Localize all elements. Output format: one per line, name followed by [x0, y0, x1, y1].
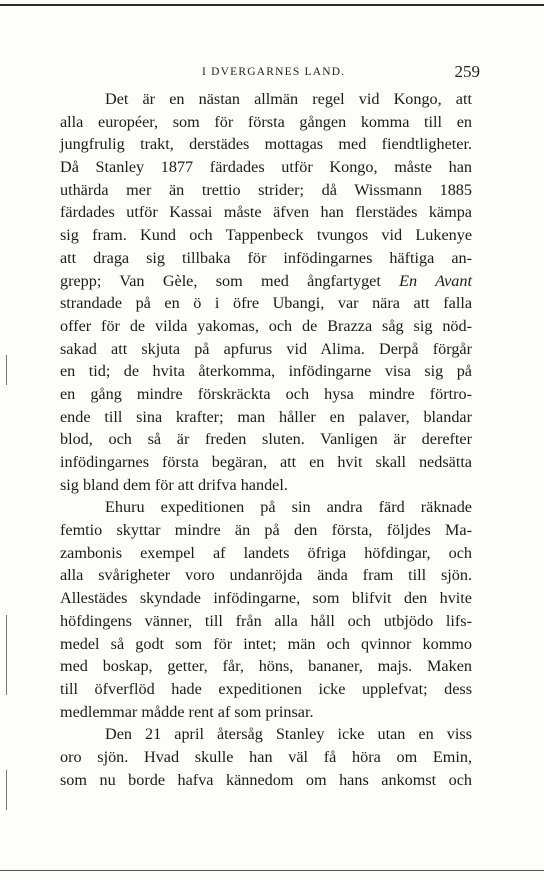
- margin-mark: [6, 355, 7, 385]
- text-line: en gång mindre förskräckta och hysa mindre förtro-: [60, 384, 472, 403]
- text-line: zambonis exempel af landets öfriga höfdingar, och: [60, 543, 472, 562]
- text-line-with-ship-name: grepp; Van Gèle, som med ångfartyget En Avant: [60, 271, 472, 290]
- text-line: alla svårigheter voro undanröjda ända fram till sjön.: [60, 566, 472, 585]
- text-line: en tid; de hvita återkomma, infödingarne visa sig på: [60, 362, 472, 381]
- text-line: till öfverflöd hade expeditionen icke upplefvat; dess: [60, 679, 472, 698]
- top-rule: [0, 4, 544, 6]
- text-line: att draga sig tillbaka för infödingarnes häftiga an-: [60, 248, 472, 267]
- text-line: med boskap, getter, får, höns, bananer, majs. Maken: [60, 657, 472, 676]
- bottom-rule: [0, 870, 544, 871]
- text-line: femtio skyttar mindre än på den första, följdes Ma-: [60, 521, 472, 540]
- text-line: färdades utför Kassai måste äfven han flerstädes kämpa: [60, 203, 472, 222]
- text-line: medel så godt som för intet; män och qvinnor kommo: [60, 634, 472, 653]
- text-line: som nu borde hafva kännedom om hans ankomst och: [60, 770, 472, 789]
- text-line: Ehuru expeditionen på sin andra färd räknade: [105, 498, 472, 517]
- text-line: blod, och så är freden sluten. Vanligen är derefter: [60, 430, 472, 449]
- text-line: Då Stanley 1877 färdades utför Kongo, måste han: [60, 158, 472, 177]
- margin-mark: [6, 770, 7, 810]
- text-line: strandade på en ö i öfre Ubangi, var nära att falla: [60, 294, 472, 313]
- text-line: Den 21 april återsåg Stanley icke utan en viss: [105, 725, 472, 744]
- body-text: [60, 88, 472, 791]
- page-header: [60, 62, 480, 84]
- text-line: oro sjön. Hvad skulle han väl få höra om Emin,: [60, 747, 472, 766]
- ship-name: En Avant: [399, 271, 472, 290]
- text-line: sig bland dem för att drifva handel.: [60, 475, 288, 494]
- page-number: 259: [454, 62, 480, 81]
- text-line: Det är en nästan allmän regel vid Kongo, att: [105, 90, 472, 108]
- text-line: sakad att skjuta på apfurus vid Alima. Derpå förgår: [60, 339, 472, 358]
- text-line: ende till sina krafter; man håller en palaver, blandar: [60, 407, 472, 426]
- text-line: infödingarnes första begäran, att en hvit skall nedsätta: [60, 453, 472, 471]
- margin-mark: [6, 615, 7, 695]
- text-line: offer för de vilda yakomas, och de Brazza såg sig nöd-: [60, 316, 472, 335]
- text-line: jungfrulig trakt, derstädes mottagas med fiendtligheter.: [60, 135, 472, 154]
- text-line: medlemmar mådde rent af som prinsar.: [60, 702, 314, 721]
- text-line: alla européer, som för första gången komma till en: [60, 112, 472, 131]
- running-title: I DVERGARNES LAND.: [202, 66, 346, 78]
- text-line: Allestädes skyndade infödingarne, som blifvit den hvite: [60, 589, 472, 608]
- text-line: höfdingens vänner, till från alla håll och utbjödo lifs-: [60, 611, 472, 630]
- text-line: uthärda mer än trettio strider; då Wissmann 1885: [60, 180, 472, 199]
- text-line: sig fram. Kund och Tappenbeck tvungos vid Lukenye: [60, 226, 472, 245]
